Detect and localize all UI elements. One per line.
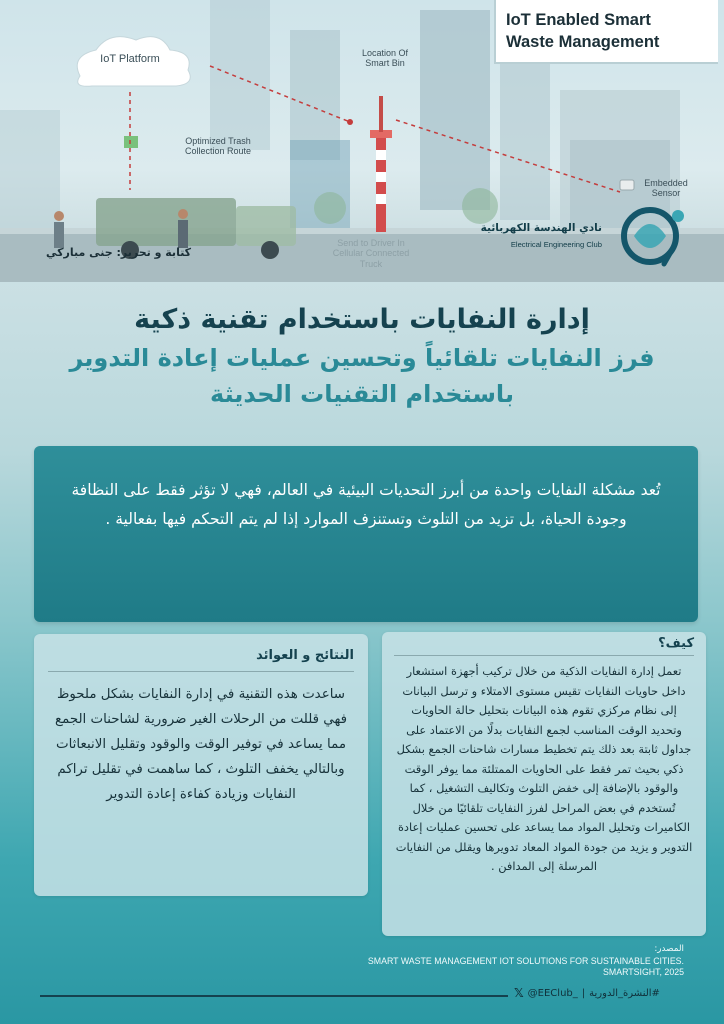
route-label: Optimized Trash Collection Route <box>184 136 252 157</box>
sensor-label: Embedded Sensor <box>644 178 688 199</box>
footer <box>514 986 660 1000</box>
source-citation <box>368 944 684 979</box>
byline: كتابة و تحرير: جنى مباركي <box>46 246 192 259</box>
hero-title-line2: Waste Management <box>506 33 660 51</box>
results-text: ساعدت هذه التقنية في إدارة النفايات بشكل ملحوظ فهي قللت من الرحلات الغير ضرورية لشاحنات الجمع مما يساعد في توفير الوقت والوقود وتقليل الانبعاثات وبالتالي يخفف التلوث ، كما ساهمت في تقليل تراكم النفايات وزيادة كفاءة إعادة التدوير <box>54 687 348 802</box>
footer-separator: | <box>581 987 586 999</box>
intro-box <box>34 446 698 622</box>
club-name-en: Electrical Engineering Club <box>510 240 602 249</box>
driver-label: Send to Driver In Cellular Connected Truck <box>332 238 410 269</box>
source-line2: SMARTSIGHT, 2025 <box>603 967 684 977</box>
article-headings <box>24 300 700 412</box>
main-title: إدارة النفايات باستخدام تقنية ذكية <box>134 304 590 335</box>
newsletter-hashtag[interactable]: #النشرة_الدورية <box>589 987 660 999</box>
social-handle[interactable]: @EEClub_ <box>527 987 578 999</box>
source-label: المصدر: <box>654 944 684 954</box>
footer-divider <box>40 995 508 997</box>
x-logo-icon: 𝕏 <box>514 986 524 1000</box>
how-title: كيف؟ <box>394 636 694 656</box>
iot-platform-label: IoT Platform <box>100 53 160 65</box>
intro-text: تُعد مشكلة النفايات واحدة من أبرز التحديات البيئية في العالم، فهي لا تؤثر فقط على النظافة وجودة الحياة، بل تزيد من التلوث وتستنزف الموارد إذا لم يتم التحكم فيها بفعالية . <box>71 481 661 528</box>
smart-bin-label: Location Of Smart Bin <box>361 48 409 69</box>
results-title: النتائج و العوائد <box>48 648 354 672</box>
how-text: تعمل إدارة النفايات الذكية من خلال تركيب أجهزة استشعار داخل حاويات النفايات تقيس مستوى الامتلاء و ترسل البيانات إلى نظام مركزي تقوم هذه البيانات بتحليل حالة الحاويات وتحديد الوقت المناسب لجمع النفايات بدلًا من الاعتماد على جداول ثابتة بعد ذلك يتم تخطيط مسارات شاحنات الجمع بشكل ذكي بحيث تمر فقط على الحاويات الممتلئة مما يوفر الوقت والوقود بالإضافة إلى خفض التلوث وتكاليف التشغيل ، كما تُستخدم في بعض المراحل لفرز النفايات تلقائيًا من خلال الكاميرات وتحليل المواد مما يساعد على تحسين عمليات إعادة التدوير و يزيد من جودة المواد المعاد تدويرها ويقلل من النفايات المرسلة إلى المدافن . <box>395 664 693 873</box>
club-name-ar: نادي الهندسة الكهربائية <box>480 222 602 234</box>
results-card <box>34 634 368 896</box>
hero-title-box <box>494 0 718 64</box>
club-logo <box>480 190 714 272</box>
hero-title-line1: IoT Enabled Smart <box>506 11 651 29</box>
hero-illustration <box>0 0 724 282</box>
how-card <box>382 632 706 936</box>
subtitle-line1: فرز النفايات تلقائياً وتحسين عمليات إعادة التدوير <box>69 344 655 372</box>
source-line1: SMART WASTE MANAGEMENT IOT SOLUTIONS FOR SUSTAINABLE CITIES. <box>367 955 684 966</box>
subtitle-line2: باستخدام التقنيات الحديثة <box>210 380 514 408</box>
